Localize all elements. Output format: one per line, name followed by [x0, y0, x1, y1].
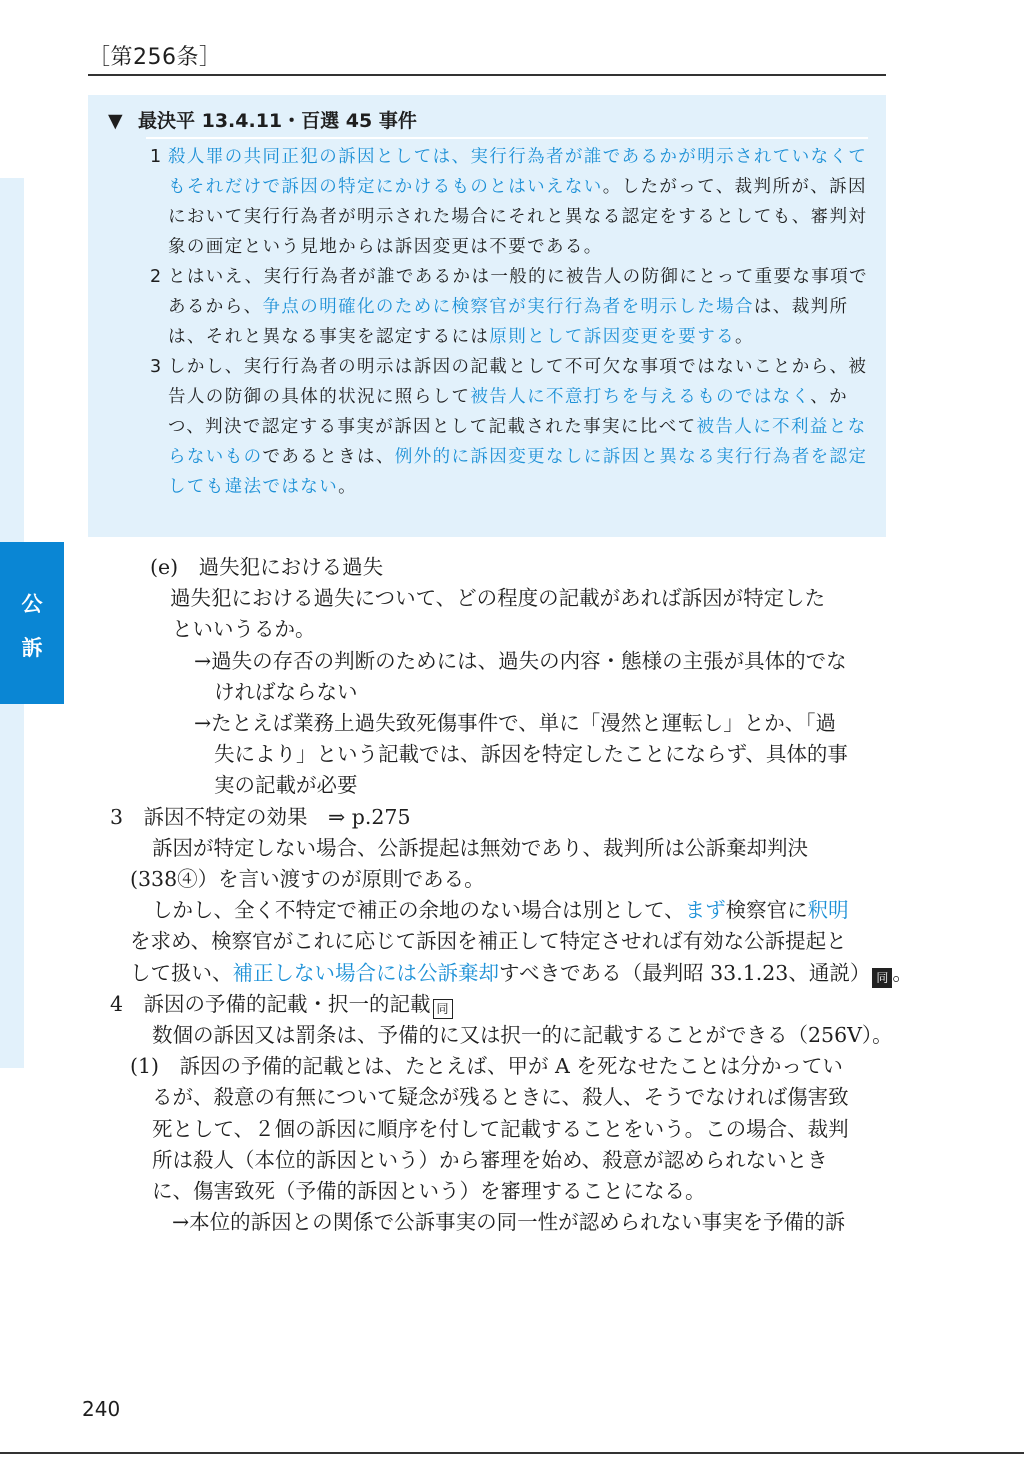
text-run: 検察官に [725, 898, 808, 923]
arrow-note-line: →本位的訴因との関係で公訴事実の同一性が認められない事実を予備的訴 [172, 1210, 846, 1235]
highlight-run: 釈明 [807, 898, 849, 923]
holding-text: は、裁判所は、それと異なる事実を認定するには [168, 297, 849, 347]
arrow-note-line: ければならない [214, 679, 358, 704]
subsection-heading-e: (e) 過失犯における過失 [150, 555, 384, 579]
holding-text: 、かつ、判決で認定する事実が訴因として記載された事実に比べて [168, 387, 849, 437]
case-title-text: 最決平 13.4.11・百選 45 事件 [138, 110, 417, 132]
arrow-note-line: 実の記載が必要 [214, 773, 358, 798]
article-header: ［第256条］ [88, 45, 222, 70]
case-holdings [150, 142, 870, 502]
highlight-run: まず [684, 898, 726, 923]
main-body [110, 552, 913, 1238]
paragraph-line [110, 958, 913, 989]
same-icon: 同 [872, 968, 892, 988]
paragraph-line [110, 895, 890, 926]
chapter-tab-char-2: 訴 [21, 636, 43, 660]
text-run: 。 [892, 960, 913, 985]
page-number: 240 [82, 1397, 121, 1421]
case-title [108, 106, 417, 133]
case-holding [150, 142, 870, 262]
same-icon: 同 [433, 999, 453, 1019]
chapter-tab [0, 542, 64, 704]
holding-highlight: 例外的に訴因変更なしに訴因と異なる実行行為者を認定しても違法ではない [168, 447, 868, 497]
case-holding [150, 262, 870, 352]
section-heading-4-text: 4 訴因の予備的記載・択一的記載 [110, 991, 431, 1016]
arrow-note-line: →過失の存否の判断のためには、過失の内容・態様の主張が具体的でな [194, 648, 847, 673]
holding-text: とはいえ、実行行為者が誰であるかは一般的に被告人の防御にとって重要な事項であるから、 [168, 267, 868, 317]
paragraph-line: を求め、検察官がこれに応じて訴因を補正して特定させれば有効な公訴提起と [130, 929, 847, 954]
case-holding [150, 352, 870, 502]
text-run: して扱い、 [130, 960, 233, 985]
holding-text: 。したがって、裁判所が、訴因において実行行為者が明示された場合にそれと異なる認定をするとしても、審判対象の画定という見地からは訴因変更は不要である。 [168, 177, 868, 257]
chapter-tab-char-1: 公 [21, 592, 43, 616]
holding-highlight: 争点の明確化のために検察官が実行行為者を明示した場合 [262, 297, 754, 317]
holding-number: 3 [150, 357, 163, 377]
holding-highlight: 被告人に不意打ちを与えるものではなく [470, 387, 811, 407]
paragraph-line: 所は殺人（本位的訴因という）から審理を始め、殺意が認められないとき [152, 1147, 828, 1172]
header-rule [88, 74, 886, 76]
highlight-run: 補正しない場合には公訴棄却 [232, 960, 499, 985]
holding-text: であるときは、 [262, 447, 395, 467]
holding-highlight: 被告人に不利益とならないもの [168, 417, 867, 467]
arrow-note-line: 失により」という記載では、訴因を特定したことにならず、具体的事 [214, 742, 848, 767]
text-run: しかし、全く不特定で補正の余地のない場合は別として、 [152, 898, 685, 923]
paragraph-line: 数個の訴因又は罰条は、予備的に又は択一的に記載することができる（256Ⅴ）。 [152, 1023, 893, 1048]
section-heading-3: 3 訴因不特定の効果 ⇒ p.275 [110, 804, 411, 829]
holding-text: しかし、実行行為者の明示は訴因の記載として不可欠な事項ではないことから、被告人の防御の具体的状況に照らして [168, 357, 868, 407]
holding-number: 1 [150, 147, 163, 167]
arrow-note-line: →たとえば業務上過失致死傷事件で、単に「漫然と運転し」とか、「過 [194, 711, 837, 736]
paragraph-line: に、傷害致死（予備的訴因という）を審理することになる。 [152, 1179, 706, 1204]
holding-number: 2 [150, 267, 163, 287]
footer-rule [0, 1452, 1024, 1454]
paragraph-line: 訴因が特定しない場合、公訴提起は無効であり、裁判所は公訴棄却判決 [152, 835, 808, 860]
paragraph-line: 過失犯における過失について、どの程度の記載があれば訴因が特定した [170, 586, 826, 611]
paragraph-line: (338④）を言い渡すのが原則である。 [130, 867, 485, 892]
holding-highlight: 原則として訴因変更を要する [489, 327, 736, 347]
holding-text: 。 [338, 477, 358, 497]
section-heading-4 [110, 989, 890, 1020]
paragraph-line: といいうるか。 [172, 617, 316, 642]
holding-highlight: 殺人罪の共同正犯の訴因としては、実行行為者が誰であるかが明示されていなくてもそれだけで訴因の特定にかけるものとはいえない [168, 147, 868, 197]
paragraph-line: 死として、２個の訴因に順序を付して記載することをいう。この場合、裁判 [152, 1116, 849, 1141]
triangle-down-icon: ▼ [108, 110, 123, 132]
paragraph-line: (1) 訴因の予備的記載とは、たとえば、甲が A を死なせたことは分かってい [130, 1054, 843, 1079]
text-run: すべきである（最判昭 33.1.23、通説） [499, 960, 871, 985]
paragraph-line: るが、殺意の有無について疑念が残るときに、殺人、そうでなければ傷害致 [152, 1085, 849, 1110]
holding-text: 。 [735, 327, 754, 347]
case-rule [146, 137, 868, 139]
